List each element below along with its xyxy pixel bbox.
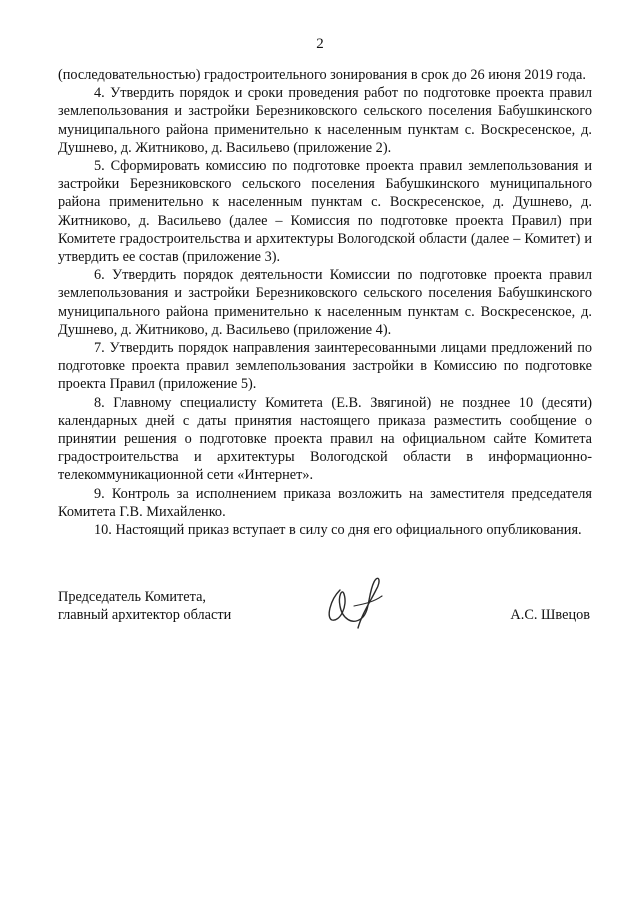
document-body	[58, 66, 592, 539]
paragraph-item-5: 5. Сформировать комиссию по подготовке проекта правил землепользования и застройки Березниковского сельского поселения Бабушкинского муниципального района применительно к населенным пунктам с. Воскресенское, д. Душнево, д. Житниково, д. Васильево (далее – Комиссия по подготовке проекта Правил) при Комитете градостроительства и архитектуры Вологодской области (далее – Комитет) и утвердить ее состав (приложение 3).	[58, 158, 592, 266]
signatory-title-line1: Председатель Комитета,	[58, 589, 206, 605]
paragraph-item-6: 6. Утвердить порядок деятельности Комиссии по подготовке проекта правил землепользования и застройки Березниковского сельского поселения Бабушкинского муниципального района применительно к населенным пунктам с. Воскресенское, д. Душнево, д. Житниково, д. Васильево (приложение 4).	[58, 267, 592, 338]
page-number: 2	[316, 36, 324, 52]
paragraph-item-10: 10. Настоящий приказ вступает в силу со дня его официального опубликования.	[94, 522, 582, 539]
paragraph-continuation: (последовательностью) градостроительного зонирования в срок до 26 июня 2019 года.	[58, 67, 586, 83]
signatory-title	[58, 588, 231, 624]
paragraph-item-9: 9. Контроль за исполнением приказа возложить на заместителя председателя Комитета Г.В. Михайленко.	[58, 485, 592, 520]
signatory-name: А.С. Швецов	[510, 607, 590, 623]
paragraph-item-8: 8. Главному специалисту Комитета (Е.В. Звягиной) не позднее 10 (десяти) календарных дней с даты принятия настоящего приказа разместить сообщение о принятии решения о подготовке проекта правил на официальном сайте Комитета градостроительства и архитектуры Вологодской области в информационно-телекоммуникационной сети «Интернет».	[58, 394, 592, 484]
paragraph-item-4: 4. Утвердить порядок и сроки проведения работ по подготовке проекта правил землепользования и застройки Березниковского сельского поселения Бабушкинского муниципального района применительно к населенным пунктам с. Воскресенское, д. Душнево, д. Житниково, д. Васильево (приложение 2).	[58, 85, 592, 156]
handwritten-signature	[318, 566, 398, 636]
signatory-title-line2: главный архитектор области	[58, 607, 232, 624]
paragraph-item-7: 7. Утвердить порядок направления заинтересованными лицами предложений по подготовке проекта правил землепользования застройки в Комиссию по подготовке проекта Правил (приложение 5).	[58, 340, 592, 393]
